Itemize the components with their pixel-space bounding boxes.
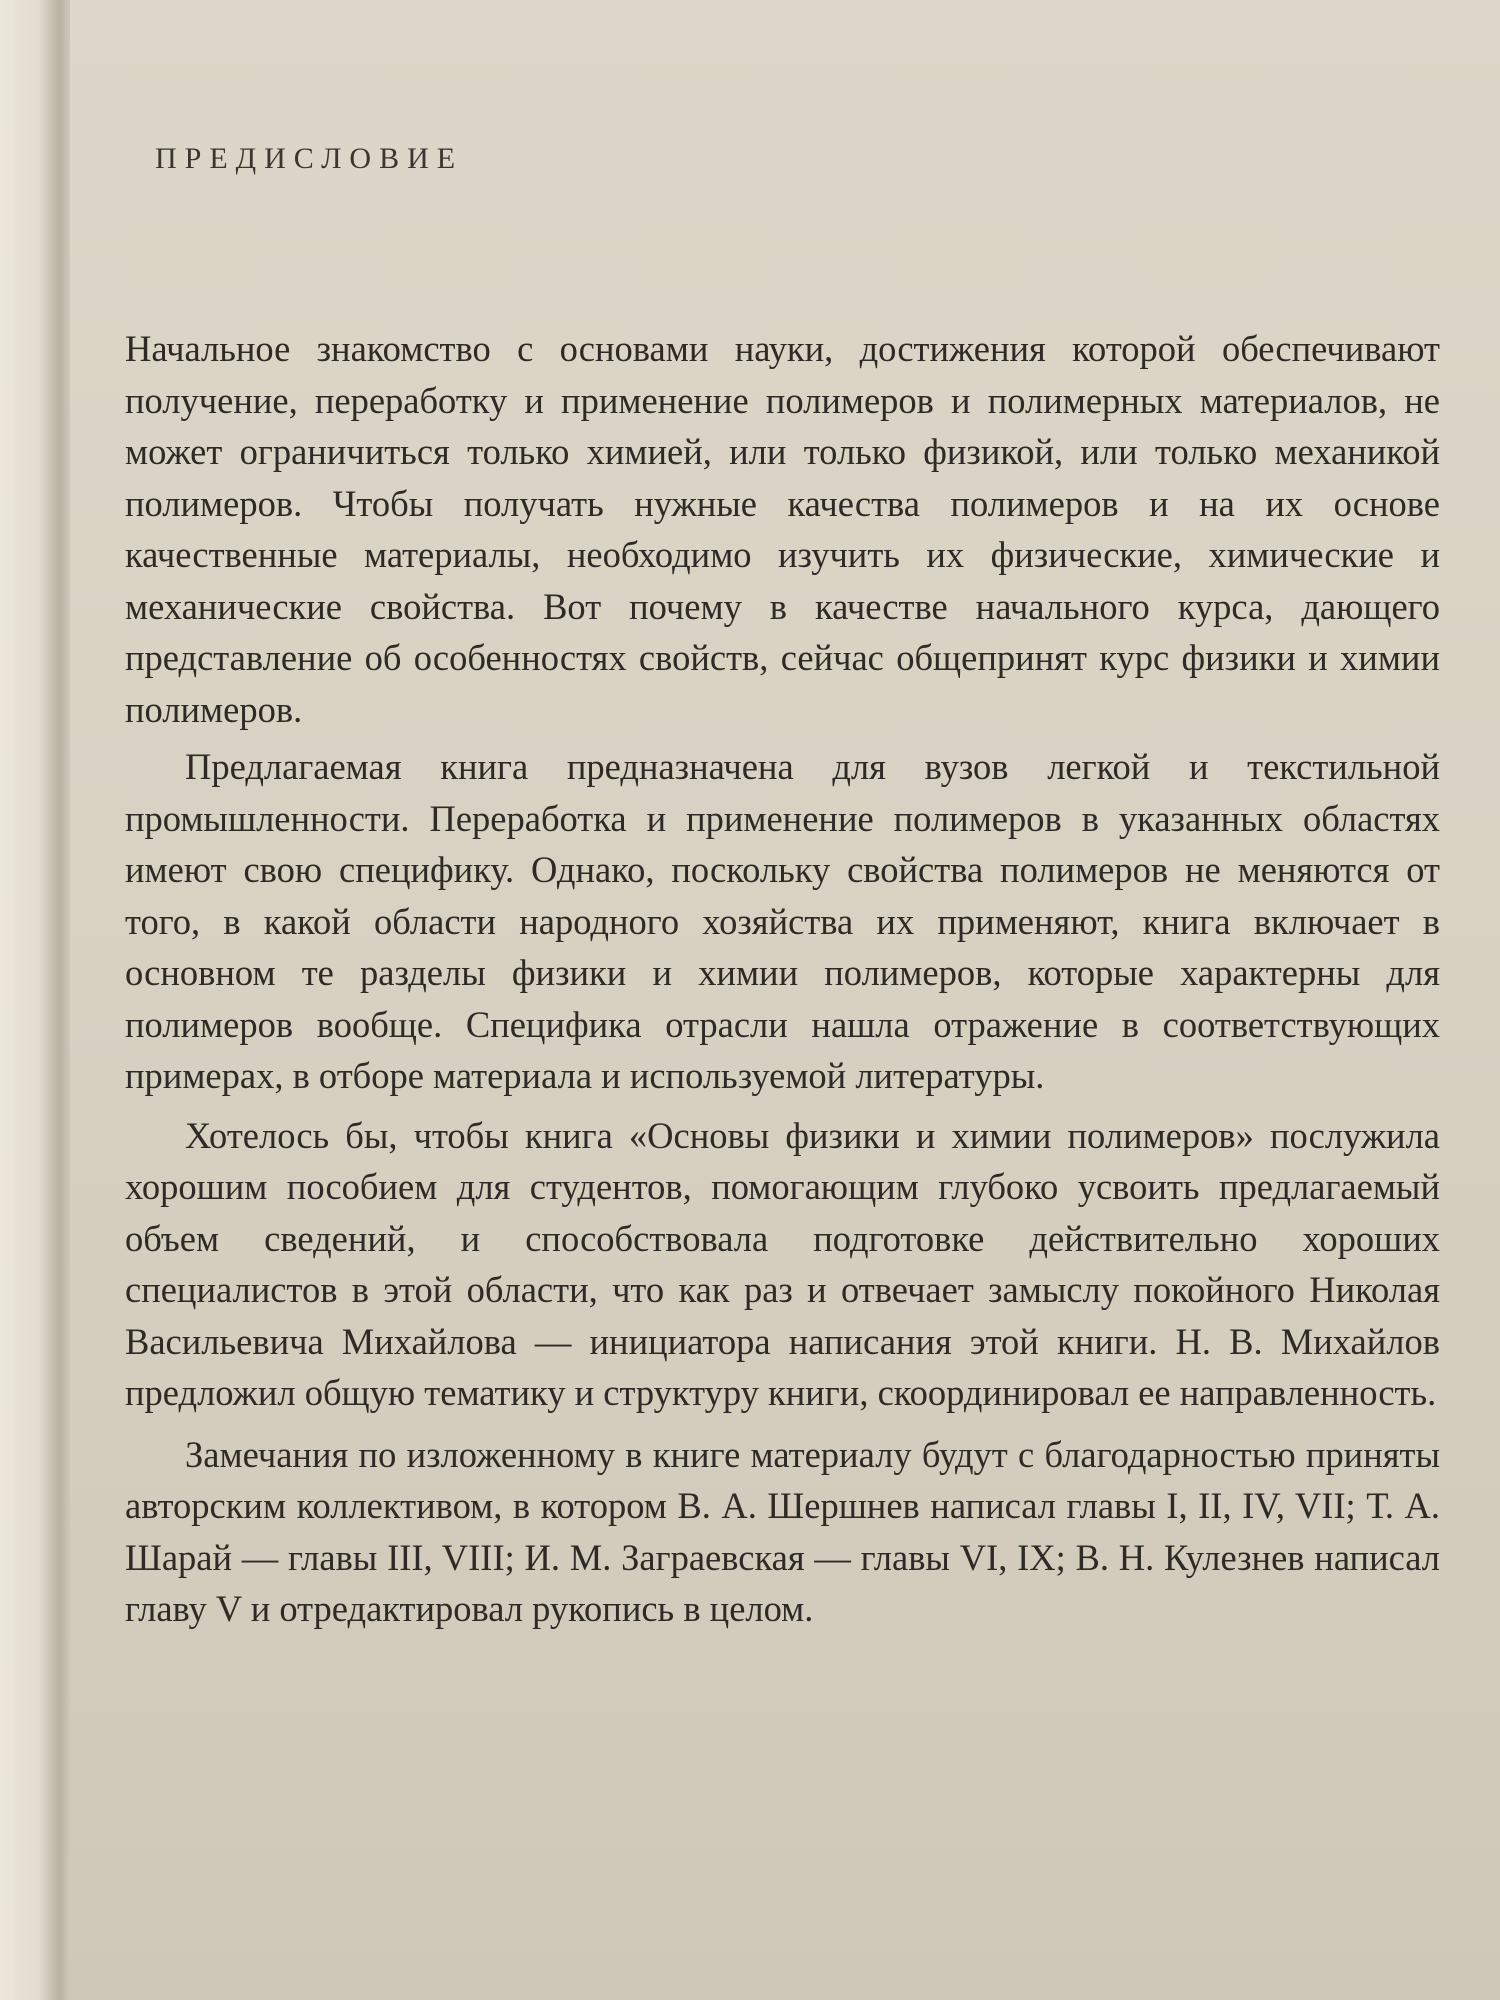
paragraph-2: Предлагаемая книга предназначена для вузов легкой и текстильной промышленности. Переработка и применение полимеров в указанных областях имеют свою специфику. Однако, поскольку свойства полимеров не меняются от того, в какой области народного хозяйства их применяют, книга включает в основном те разделы физики и химии полимеров, которые характерны для полимеров вообще. Специфика отрасли нашла отражение в соответствующих примерах, в отборе материала и используемой литературы. bbox=[125, 746, 1440, 1096]
page-heading: ПРЕДИСЛОВИЕ bbox=[155, 142, 464, 175]
paragraph-4: Замечания по изложенному в книге материалу будут с благодарностью приняты авторским коллективом, в котором В. А. Шершнев написал главы I, II, IV, VII; Т. А. Шарай — главы III, VIII; И. М. Заграевская — главы VI, IX; В. Н. Кулезнев написал главу V и отредактировал рукопись в целом. bbox=[125, 1433, 1440, 1629]
preface-body bbox=[125, 323, 1440, 1635]
paragraph-1: Начальное знакомство с основами науки, достижения которой обеспечивают получение, переработку и применение полимеров и полимерных материалов, не может ограничиться только химией, или только физикой, или только механикой полимеров. Чтобы получать нужные качества полимеров и на их основе качественные материалы, необходимо изучить их физические, химические и механические свойства. Вот почему в качестве начального курса, дающего представление об особенностях свойств, сейчас общепринят курс физики и химии полимеров. bbox=[125, 328, 1440, 730]
paragraph-3: Хотелось бы, чтобы книга «Основы физики и химии полимеров» послужила хорошим пособием для студентов, помогающим глубоко усвоить предлагаемый объем сведений, и способствовала подготовке действительно хороших специалистов в этой области, что как раз и отвечает замыслу покойного Николая Васильевича Михайлова — инициатора написания этой книги. Н. В. Михайлов предложил общую тематику и структуру книги, скоординировал ее направленность. bbox=[125, 1114, 1440, 1413]
book-gutter bbox=[0, 0, 70, 2000]
